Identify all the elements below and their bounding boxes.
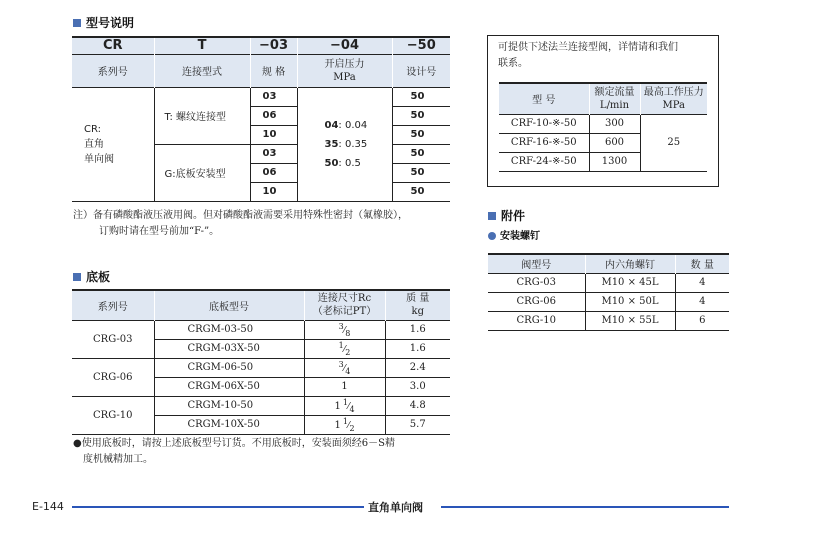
base-port-size-cell xyxy=(304,358,385,377)
series-cell: CR: 直角 单向阀 xyxy=(72,87,154,201)
base-mass-cell: 5.7 xyxy=(409,419,426,430)
bolt-valve-cell: CRG-03 xyxy=(488,273,585,292)
flange-model-cell: CRF-16-※-50 xyxy=(499,133,589,152)
header-series: 系列号 xyxy=(72,54,154,87)
model-section-title: 型号说明 xyxy=(86,16,135,30)
code-connection: T xyxy=(154,37,250,54)
design-cell: 50 xyxy=(392,182,450,201)
base-mass-cell: 2.4 xyxy=(409,362,426,373)
page-number: E-144 xyxy=(32,500,64,513)
model-code-table xyxy=(72,36,450,202)
base-note: ●使用底板时，请按上述底板型号订货。不用底板时，安装面须经6－S精 度机械精加工。 xyxy=(73,438,395,465)
size-cell: 03 xyxy=(250,87,297,106)
header-pressure: 开启压力 MPa xyxy=(297,54,392,87)
base-header-series: 系列号 xyxy=(72,290,154,320)
accessory-subtitle xyxy=(488,227,540,242)
model-section-heading xyxy=(73,14,134,31)
footer-title: 直角单向阀 xyxy=(368,501,423,514)
port-size-fraction: $^1⁄_4$ xyxy=(342,397,355,414)
base-model-cell: CRGM-06-50 xyxy=(154,358,304,377)
bolt-valve-cell: CRG-10 xyxy=(488,311,585,330)
base-section-heading xyxy=(73,268,110,285)
header-connection: 连接型式 xyxy=(154,54,250,87)
footer-rule-left xyxy=(72,506,364,508)
port-size-whole: 1 xyxy=(334,419,341,431)
base-model-cell: CRGM-03X-50 xyxy=(154,339,304,358)
square-bullet-icon xyxy=(73,273,81,281)
base-model-cell: CRGM-10X-50 xyxy=(154,415,304,434)
square-bullet-icon xyxy=(73,19,81,27)
bolt-screw-cell: M10 × 55L xyxy=(585,311,675,330)
bolt-qty-cell: 6 xyxy=(699,315,706,326)
pressure-cell: 04: 0.04 35: 0.35 50: 0.5 xyxy=(297,87,392,201)
flange-info-box xyxy=(487,35,719,187)
base-port-size-cell xyxy=(304,415,385,434)
base-header-mass: 质 量 kg xyxy=(385,290,450,320)
design-cell: 50 xyxy=(392,106,450,125)
flange-header-flow: 额定流量 L/min xyxy=(589,83,640,114)
size-cell: 10 xyxy=(250,125,297,144)
bolt-header-valve: 阀型号 xyxy=(488,254,585,273)
base-header-port: 连接尺寸Rc （老标记PT） xyxy=(304,290,385,320)
accessory-section-title: 附件 xyxy=(501,209,526,223)
round-bullet-icon xyxy=(488,232,496,240)
base-mass-cell: 1.6 xyxy=(409,324,426,335)
flange-header-model: 型 号 xyxy=(499,83,589,114)
base-header-model: 底板型号 xyxy=(154,290,304,320)
square-bullet-icon xyxy=(488,212,496,220)
base-port-size-cell xyxy=(304,377,385,396)
base-model-cell: CRGM-10-50 xyxy=(154,396,304,415)
flange-pressure-cell: 25 xyxy=(640,114,707,171)
flange-model-cell: CRF-24-※-50 xyxy=(499,152,589,171)
code-size: −03 xyxy=(250,37,297,54)
code-series: CR xyxy=(72,37,154,54)
connection-plate-cell: G:底板安装型 xyxy=(154,144,250,201)
base-series-cell: CRG-06 xyxy=(72,358,154,396)
base-mass-cell: 1.6 xyxy=(409,343,426,354)
size-cell: 10 xyxy=(250,182,297,201)
base-mass-cell: 4.8 xyxy=(409,400,426,411)
design-cell: 50 xyxy=(392,87,450,106)
bolt-qty-cell: 4 xyxy=(699,277,706,288)
bolt-table xyxy=(488,253,729,331)
bolt-valve-cell: CRG-06 xyxy=(488,292,585,311)
flange-flow-cell: 600 xyxy=(589,133,640,152)
model-note: 注）备有磷酸酯液压液用阀。但对磷酸酯液需要采用特殊性密封（氟橡胶）， 订购时请在型号前加“F-”。 xyxy=(73,210,408,237)
base-model-cell: CRGM-06X-50 xyxy=(154,377,304,396)
bolt-screw-cell: M10 × 50L xyxy=(585,292,675,311)
port-size-fraction: $^3⁄_4$ xyxy=(338,359,351,376)
flange-header-pressure: 最高工作压力 MPa xyxy=(640,83,707,114)
base-model-cell: CRGM-03-50 xyxy=(154,320,304,339)
code-pressure: −04 xyxy=(297,37,392,54)
flange-table xyxy=(499,82,707,172)
base-mass-cell: 3.0 xyxy=(409,381,426,392)
design-cell: 50 xyxy=(392,125,450,144)
port-size-fraction: $^1⁄_2$ xyxy=(338,340,351,357)
base-section-title: 底板 xyxy=(86,270,111,284)
footer-rule-right xyxy=(441,506,729,508)
base-series-cell: CRG-03 xyxy=(72,320,154,358)
base-series-cell: CRG-10 xyxy=(72,396,154,434)
flange-model-cell: CRF-10-※-50 xyxy=(499,114,589,133)
connection-thread-cell: T: 螺纹连接型 xyxy=(154,87,250,144)
bolt-header-qty: 数 量 xyxy=(675,254,729,273)
port-size-fraction: $^1⁄_2$ xyxy=(342,416,355,433)
bolt-qty-cell: 4 xyxy=(699,296,706,307)
flange-flow-cell: 1300 xyxy=(589,152,640,171)
design-cell: 50 xyxy=(392,163,450,182)
port-size-fraction: $^3⁄_8$ xyxy=(338,321,351,338)
flange-flow-cell: 300 xyxy=(589,114,640,133)
base-port-size-cell xyxy=(304,339,385,358)
port-size-whole: 1 xyxy=(341,381,348,392)
port-size-whole: 1 xyxy=(334,400,341,412)
code-design: −50 xyxy=(392,37,450,54)
accessory-subtitle-text: 安装螺钉 xyxy=(500,231,540,242)
base-port-size-cell xyxy=(304,396,385,415)
bolt-screw-cell: M10 × 45L xyxy=(585,273,675,292)
accessory-section-heading xyxy=(488,207,525,224)
bolt-header-screw: 内六角螺钉 xyxy=(585,254,675,273)
size-cell: 06 xyxy=(250,163,297,182)
design-cell: 50 xyxy=(392,144,450,163)
base-port-size-cell xyxy=(304,320,385,339)
size-cell: 06 xyxy=(250,106,297,125)
header-size: 规 格 xyxy=(250,54,297,87)
size-cell: 03 xyxy=(250,144,297,163)
base-plate-table xyxy=(72,289,450,435)
flange-info-text: 可提供下述法兰连接型阀，详情请和我们 联系。 xyxy=(498,42,678,69)
header-design: 设计号 xyxy=(392,54,450,87)
